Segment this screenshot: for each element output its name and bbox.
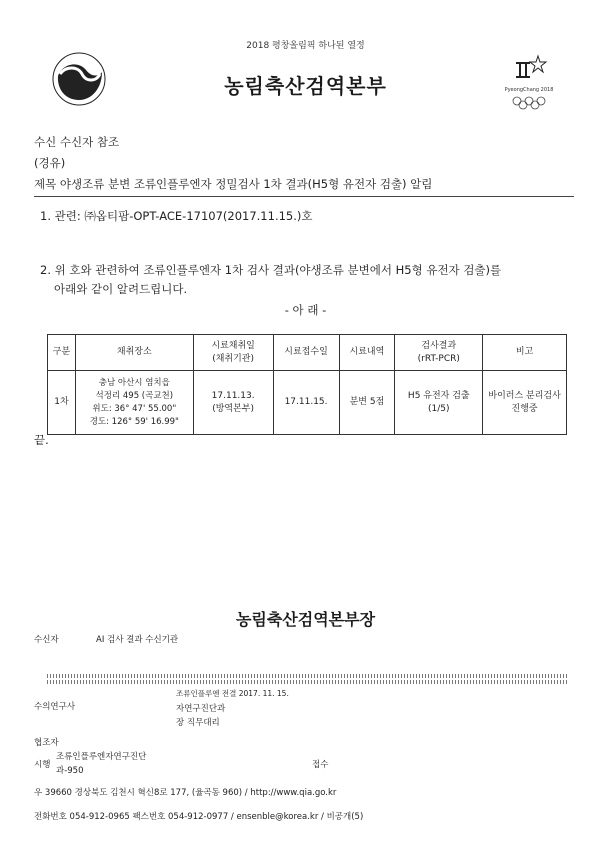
item-2-line-1: 2. 위 호와 관련하여 조류인플루엔자 1차 검사 결과(야생조류 분변에서 H5형 유전자 검출)를 xyxy=(40,263,502,277)
table-header-cell: 구분 xyxy=(48,335,76,371)
table-cell: 충남 아산시 염치읍 석정리 495 (곡교천) 위도: 36° 47' 55.00" 경도: 126° 59' 16.99" xyxy=(75,371,193,435)
agency-title: 농림축산검역본부 xyxy=(224,74,387,98)
below-marker: - 아 래 - xyxy=(284,303,327,317)
item-2-line-2: 아래와 같이 알려드립니다. xyxy=(54,282,188,296)
address-line: 우 39660 경상북도 김천시 혁신8로 177, (율곡동 960) / http://www.qia.go.kr xyxy=(34,788,337,798)
table-header-cell: 시료접수일 xyxy=(273,335,339,371)
subject-line: 제목 야생조류 분변 조류인플루엔자 정밀검사 1차 결과(H5형 유전자 검출) 알림 xyxy=(34,177,433,191)
recipients-value: AI 검사 결과 수신기관 xyxy=(96,635,179,645)
recipients-label: 수신자 xyxy=(34,635,59,645)
olympic-text: PyeongChang 2018 xyxy=(504,87,554,93)
table-row xyxy=(48,371,567,435)
table-cell: 1차 xyxy=(48,371,76,435)
receipt-label: 접수 xyxy=(312,760,329,770)
table-header-row xyxy=(48,335,567,371)
table-header-cell: 채취장소 xyxy=(75,335,193,371)
drafter-line: 조류인플루엔 전결 2017. 11. 15. xyxy=(176,689,289,698)
table-header-cell: 시료채취일 (채취기관) xyxy=(193,335,273,371)
enforce-value-1: 조류인플루엔자연구진단 xyxy=(56,752,147,762)
via-line: (경유) xyxy=(34,156,66,170)
table-cell: 분변 5점 xyxy=(339,371,395,435)
table-header-cell: 비고 xyxy=(483,335,567,371)
researcher-value-2: 장 직무대리 xyxy=(176,718,220,728)
table-cell: 17.11.13. (방역본부) xyxy=(193,371,273,435)
subject-divider xyxy=(34,196,574,197)
table-cell: H5 유전자 검출 (1/5) xyxy=(395,371,483,435)
olympic-logo-icon xyxy=(500,54,558,88)
chief-signature: 농림축산검역본부장 xyxy=(235,610,376,629)
researcher-label: 수의연구사 xyxy=(34,702,76,712)
results-table xyxy=(47,334,567,435)
table-cell: 17.11.15. xyxy=(273,371,339,435)
recipient-line: 수신 수신자 참조 xyxy=(34,135,120,149)
table-header-cell: 검사결과 (rRT-PCR) xyxy=(395,335,483,371)
enforce-label: 시행 xyxy=(34,760,51,770)
table-header-cell: 시료내역 xyxy=(339,335,395,371)
end-mark: 끝. xyxy=(34,433,49,447)
olympic-rings-icon xyxy=(500,96,558,110)
cooperator-label: 협조자 xyxy=(34,738,59,748)
table-cell: 바이러스 분리검사 진행중 xyxy=(483,371,567,435)
item-1: 1. 관련: ㈜옵티팜-OPT-ACE-17107(2017.11.15.)호 xyxy=(40,209,313,223)
researcher-value-1: 자연구진단과 xyxy=(176,704,226,714)
slogan: 2018 평창올림픽 하나된 열정 xyxy=(246,41,365,51)
contact-line: 전화번호 054-912-0965 팩스번호 054-912-0977 / ensenble@korea.kr / 비공개(5) xyxy=(34,812,364,822)
enforce-value-2: 과-950 xyxy=(56,766,84,776)
dotted-divider-2 xyxy=(47,680,567,684)
olympic-emblem xyxy=(500,54,558,118)
dotted-divider-top xyxy=(47,674,567,678)
